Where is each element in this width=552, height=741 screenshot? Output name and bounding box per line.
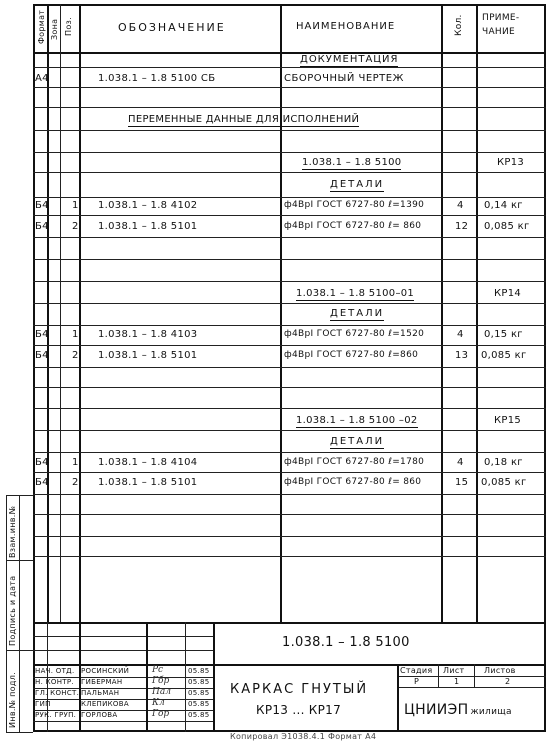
table-row-name: ф4ВрI ГОСТ 6727-80 ℓ= 860 bbox=[284, 221, 422, 231]
sheet-value: 1 bbox=[454, 677, 460, 686]
role: НАЧ. ОТД. bbox=[35, 667, 75, 675]
table-row-pos: 2 bbox=[72, 350, 79, 361]
table-row-qty: 13 bbox=[455, 350, 469, 361]
group3-parts-label: ДЕТАЛИ bbox=[330, 436, 385, 447]
table-row-name: ф4ВрI ГОСТ 6727-80 ℓ=1780 bbox=[284, 457, 425, 467]
margin-inv-label: Инв.№ подл. bbox=[8, 672, 17, 728]
table-row-format: Б4 bbox=[35, 457, 49, 468]
group2-note: КР14 bbox=[494, 288, 522, 299]
header-note-2: ЧАНИЕ bbox=[482, 27, 516, 37]
doc-name: СБОРОЧНЫЙ ЧЕРТЕЖ bbox=[284, 73, 404, 84]
table-row-pos: 1 bbox=[72, 457, 79, 468]
table-row-designation: 1.038.1 – 1.8 4103 bbox=[98, 329, 198, 340]
group1-code: 1.038.1 – 1.8 5100 bbox=[302, 157, 402, 168]
role: ГЛ. КОНСТ. bbox=[35, 689, 80, 697]
sheet-label: Лист bbox=[443, 666, 465, 675]
table-row-name: ф4ВрI ГОСТ 6727-80 ℓ=860 bbox=[284, 350, 419, 360]
section-documentation: ДОКУМЕНТАЦИЯ bbox=[300, 54, 399, 65]
header-format: Формат bbox=[37, 9, 46, 44]
header-qty: Кол. bbox=[454, 14, 464, 36]
signature: Гбр bbox=[152, 676, 170, 686]
footer-note: Копировал Э1038.4.1 Формат А4 bbox=[230, 732, 377, 741]
sign-date: 05.85 bbox=[188, 678, 210, 686]
header-zone: Зона bbox=[50, 18, 59, 40]
table-row-pos: 2 bbox=[72, 221, 79, 232]
table-row-format: Б4 bbox=[35, 477, 49, 488]
group2-parts-label: ДЕТАЛИ bbox=[330, 308, 385, 319]
person-name: ГОРЛОВА bbox=[81, 711, 118, 719]
table-row-designation: 1.038.1 – 1.8 5101 bbox=[98, 221, 198, 232]
signature: Гор bbox=[152, 709, 170, 719]
title-line-1: КАРКАС ГНУТЫЙ bbox=[230, 682, 369, 697]
stage-label: Стадия bbox=[400, 666, 433, 675]
table-row-qty: 4 bbox=[457, 200, 464, 211]
table-row-qty: 4 bbox=[457, 457, 464, 468]
variable-data-heading: ПЕРЕМЕННЫЕ ДАННЫЕ ДЛЯ ИСПОЛНЕНИЙ bbox=[128, 114, 360, 125]
sign-date: 05.85 bbox=[188, 700, 210, 708]
table-row-name: ф4ВрI ГОСТ 6727-80 ℓ= 860 bbox=[284, 477, 422, 487]
role: РУК. ГРУП. bbox=[35, 711, 77, 719]
table-row-format: Б4 bbox=[35, 350, 49, 361]
table-row-note: 0,14 кг bbox=[484, 200, 523, 211]
signature: Пал bbox=[152, 687, 171, 697]
table-row-format: Б4 bbox=[35, 200, 49, 211]
sign-date: 05.85 bbox=[188, 689, 210, 697]
group1-note: КР13 bbox=[497, 157, 525, 168]
signature: Кл bbox=[152, 698, 165, 708]
table-row-name: ф4ВрI ГОСТ 6727-80 ℓ=1520 bbox=[284, 329, 425, 339]
person-name: РОСИНСКИЙ bbox=[81, 667, 130, 675]
header-note-1: ПРИМЕ- bbox=[482, 13, 520, 23]
table-row-designation: 1.038.1 – 1.8 5101 bbox=[98, 477, 198, 488]
sign-date: 05.85 bbox=[188, 711, 210, 719]
table-row-note: 0,18 кг bbox=[484, 457, 523, 468]
table-row-note: 0,085 кг bbox=[481, 350, 527, 361]
person-name: КЛЕПИКОВА bbox=[81, 700, 129, 708]
table-row-qty: 15 bbox=[455, 477, 469, 488]
table-row-pos: 1 bbox=[72, 200, 79, 211]
role: ГИП bbox=[35, 700, 51, 708]
table-row-name: ф4ВрI ГОСТ 6727-80 ℓ=1390 bbox=[284, 200, 425, 210]
table-row-qty: 12 bbox=[455, 221, 469, 232]
table-row-note: 0,085 кг bbox=[484, 221, 530, 232]
title-line-2: КР13 ... КР17 bbox=[256, 703, 342, 717]
title-doc-code: 1.038.1 – 1.8 5100 bbox=[282, 635, 410, 650]
table-row-designation: 1.038.1 – 1.8 4104 bbox=[98, 457, 198, 468]
table-row-designation: 1.038.1 – 1.8 4102 bbox=[98, 200, 198, 211]
stage-value: Р bbox=[414, 677, 420, 686]
header-name: НАИМЕНОВАНИЕ bbox=[296, 21, 396, 32]
table-row-format: Б4 bbox=[35, 221, 49, 232]
group1-parts-label: ДЕТАЛИ bbox=[330, 179, 385, 190]
table-row-pos: 2 bbox=[72, 477, 79, 488]
table-row-qty: 4 bbox=[457, 329, 464, 340]
table-row-pos: 1 bbox=[72, 329, 79, 340]
org-name: ЦНИИЭП жилища bbox=[404, 702, 512, 718]
sign-date: 05.85 bbox=[188, 667, 210, 675]
doc-format: А4 bbox=[35, 73, 49, 84]
sheets-label: Листов bbox=[484, 666, 516, 675]
margin-sign-date-label: Подпись и дата bbox=[8, 575, 17, 646]
header-designation: ОБОЗНАЧЕНИЕ bbox=[118, 21, 226, 34]
signature: Рс bbox=[152, 665, 164, 675]
table-row-note: 0,15 кг bbox=[484, 329, 523, 340]
person-name: ГИБЕРМАН bbox=[81, 678, 123, 686]
doc-designation: 1.038.1 – 1.8 5100 СБ bbox=[98, 73, 216, 84]
person-name: ПАЛЬМАН bbox=[81, 689, 120, 697]
table-row-designation: 1.038.1 – 1.8 5101 bbox=[98, 350, 198, 361]
group3-code: 1.038.1 – 1.8 5100 –02 bbox=[296, 415, 418, 426]
sheets-value: 2 bbox=[505, 677, 511, 686]
margin-vzam-label: Взам.инв.№ bbox=[8, 505, 17, 558]
header-pos: Поз. bbox=[64, 17, 73, 36]
table-row-format: Б4 bbox=[35, 329, 49, 340]
role: Н. КОНТР. bbox=[35, 678, 74, 686]
group3-note: КР15 bbox=[494, 415, 522, 426]
table-row-note: 0,085 кг bbox=[481, 477, 527, 488]
group2-code: 1.038.1 – 1.8 5100–01 bbox=[296, 288, 415, 299]
